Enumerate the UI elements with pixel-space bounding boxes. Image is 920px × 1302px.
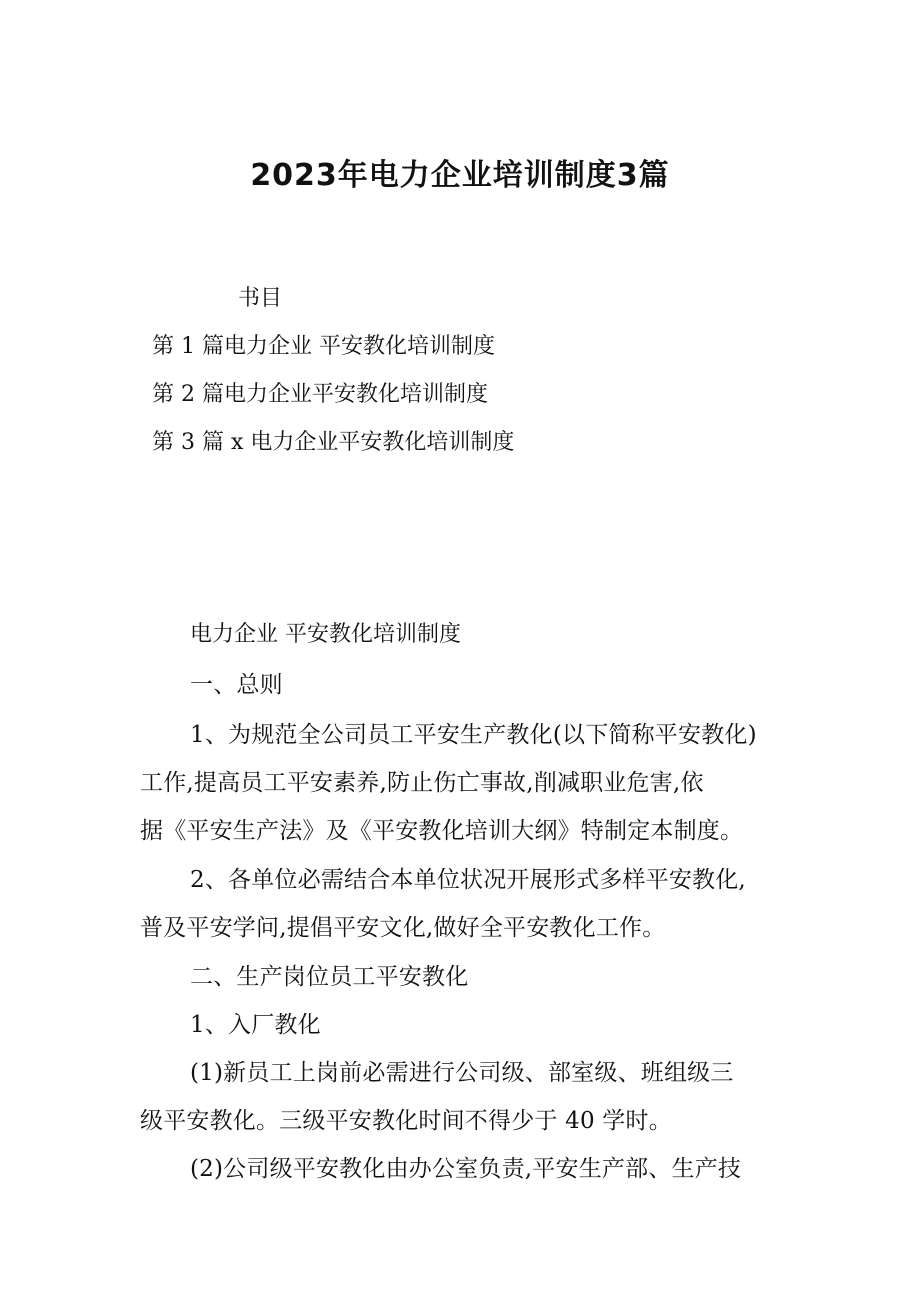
paragraph-line: (2)公司级平安教化由办公室负责,平安生产部、生产技 xyxy=(190,1156,742,1182)
paragraph-line: 级平安教化。三级平安教化时间不得少于 40 学时。 xyxy=(140,1108,672,1134)
paragraph-line: 普及平安学问,提倡平安文化,做好全平安教化工作。 xyxy=(140,915,666,941)
paragraph-line: 2、各单位必需结合本单位状况开展形式多样平安教化, xyxy=(190,867,746,893)
document-title: 2023年电力企业培训制度3篇 xyxy=(250,158,670,193)
toc-item-1[interactable]: 第 1 篇电力企业 平安教化培训制度 xyxy=(152,334,495,359)
toc-item-2[interactable]: 第 2 篇电力企业平安教化培训制度 xyxy=(152,382,488,407)
heading-general-provisions: 一、总则 xyxy=(190,672,283,698)
toc-heading: 书目 xyxy=(238,286,283,311)
paragraph-line: 据《平安生产法》及《平安教化培训大纲》特制定本制度。 xyxy=(140,818,744,844)
heading-production-staff-education: 二、生产岗位员工平安教化 xyxy=(190,964,469,990)
section-title: 电力企业 平安教化培训制度 xyxy=(190,622,461,647)
paragraph-line: 工作,提高员工平安素养,防止伤亡事故,削减职业危害,依 xyxy=(140,770,704,796)
heading-entry-education: 1、入厂教化 xyxy=(190,1012,321,1038)
paragraph-line: 1、为规范全公司员工平安生产教化(以下简称平安教化) xyxy=(190,722,757,748)
toc-item-3[interactable]: 第 3 篇 x 电力企业平安教化培训制度 xyxy=(152,430,515,455)
paragraph-line: (1)新员工上岗前必需进行公司级、部室级、班组级三 xyxy=(190,1060,734,1086)
